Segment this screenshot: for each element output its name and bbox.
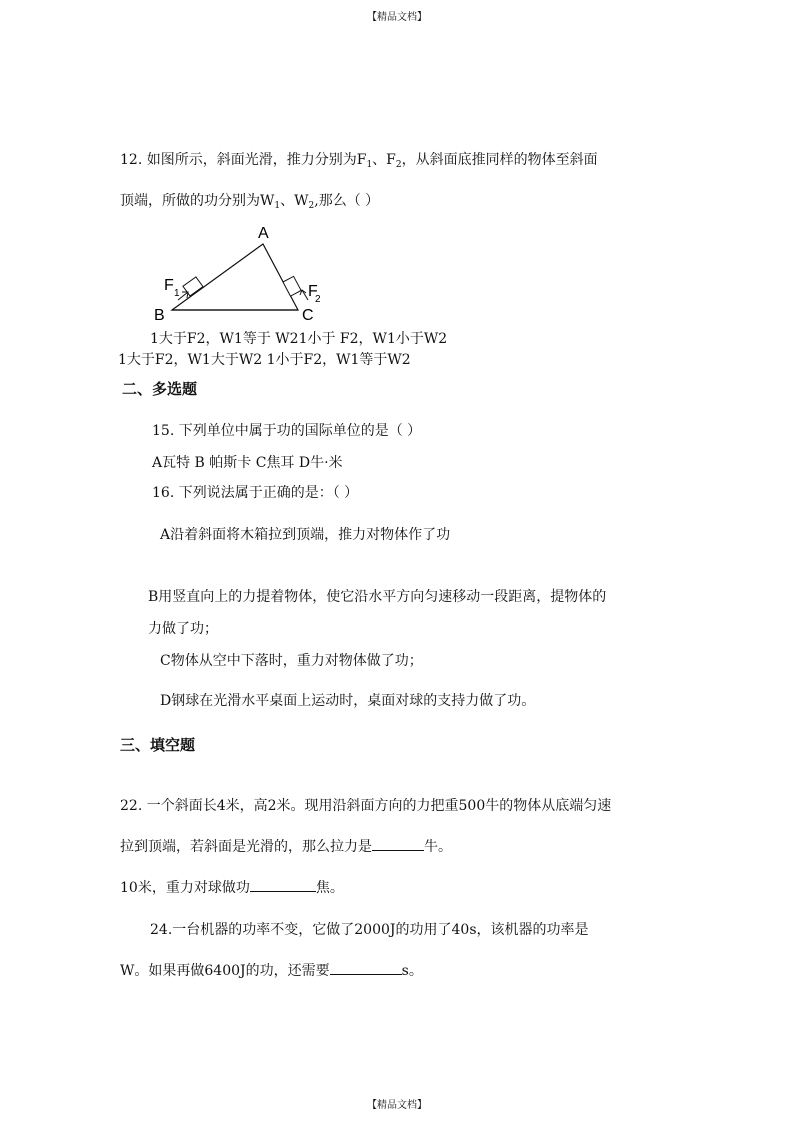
section-fill-blank-heading: 三、填空题 <box>120 736 196 754</box>
q12-line1-sub2: 2 <box>395 160 402 170</box>
q24-time-blank[interactable] <box>330 960 402 975</box>
q15-options: A瓦特 B 帕斯卡 C焦耳 D牛·米 <box>152 455 343 471</box>
q12-line1 <box>120 149 598 169</box>
incline-figure <box>150 222 330 322</box>
page-footer: 【精品文档】 <box>367 1100 427 1111</box>
force-label-f2-sub: 2 <box>315 294 321 305</box>
section-multiple-choice-heading: 二、多选题 <box>122 380 198 398</box>
vertex-label-c: C <box>302 307 314 322</box>
q24-line1: 24.一台机器的功率不变，它做了2000J的功用了40s，该机器的功率是 <box>150 922 589 938</box>
q16-stem: 16. 下列说法属于正确的是：（ ） <box>152 485 359 501</box>
q16-option-a: A沿着斜面将木箱拉到顶端，推力对物体作了功 <box>160 527 451 543</box>
q12-line1-part-c: ，从斜面底推同样的物体至斜面 <box>401 152 598 168</box>
q12-line2-sub1: 1 <box>274 201 281 211</box>
q24-line2-text-b: s。 <box>401 963 423 979</box>
force-label-f2: F <box>308 283 318 300</box>
q24-line2-text-a: W。如果再做6400J的功，还需要 <box>120 963 330 979</box>
vertex-label-a: A <box>258 225 269 242</box>
q12-line2-part-a: 顶端，所做的功分别为W <box>120 193 275 209</box>
q22-work-blank[interactable] <box>250 877 316 892</box>
q22-line3-text-b: 焦。 <box>315 880 344 896</box>
q22-force-blank[interactable] <box>372 836 424 851</box>
q12-line2-sub2: 2 <box>308 201 315 211</box>
q12-line1-part-b: 、F <box>372 152 396 168</box>
q16-option-d: D钢球在光滑水平桌面上运动时，桌面对球的支持力做了功。 <box>160 693 536 709</box>
q22-line3 <box>120 877 344 897</box>
force-label-f1: F <box>164 277 174 294</box>
q12-line2-part-c: ,那么（ ） <box>314 193 380 209</box>
q16-option-c: C物体从空中下落时，重力对物体做了功； <box>160 653 423 669</box>
q12-options-line2: 1大于F2，W1大于W2 1小于F2，W1等于W2 <box>118 352 411 368</box>
incline-triangle <box>172 244 298 310</box>
q12-line2-part-b: 、W <box>280 193 309 209</box>
q22-line3-text-a: 10米，重力对球做功 <box>120 880 250 896</box>
force-label-f1-sub: 1 <box>174 288 180 299</box>
vertex-label-b: B <box>154 307 165 322</box>
q12-line1-part-a: 12. 如图所示，斜面光滑，推力分别为F <box>120 152 367 168</box>
q22-line1: 22. 一个斜面长4米，高2米。现用沿斜面方向的力把重500牛的物体从底端匀速 <box>120 798 612 814</box>
q12-line2 <box>120 190 379 210</box>
page-header: 【精品文档】 <box>367 12 427 23</box>
block-right <box>283 276 301 296</box>
q16-option-b-line1: B用竖直向上的力提着物体，使它沿水平方向匀速移动一段距离，提物体的 <box>148 589 607 605</box>
q24-line2 <box>120 960 423 980</box>
q22-line2-text-a: 拉到顶端，若斜面是光滑的，那么拉力是 <box>120 839 372 855</box>
q22-line2 <box>120 836 452 856</box>
q12-options-line1: 1大于F2，W1等于 W21小于 F2，W1小于W2 <box>150 331 448 347</box>
q16-option-b-line2: 力做了功； <box>148 621 218 637</box>
q15-stem: 15. 下列单位中属于功的国际单位的是（ ） <box>152 423 422 439</box>
q22-line2-text-b: 牛。 <box>424 839 452 855</box>
q12-line1-sub1: 1 <box>366 160 373 170</box>
